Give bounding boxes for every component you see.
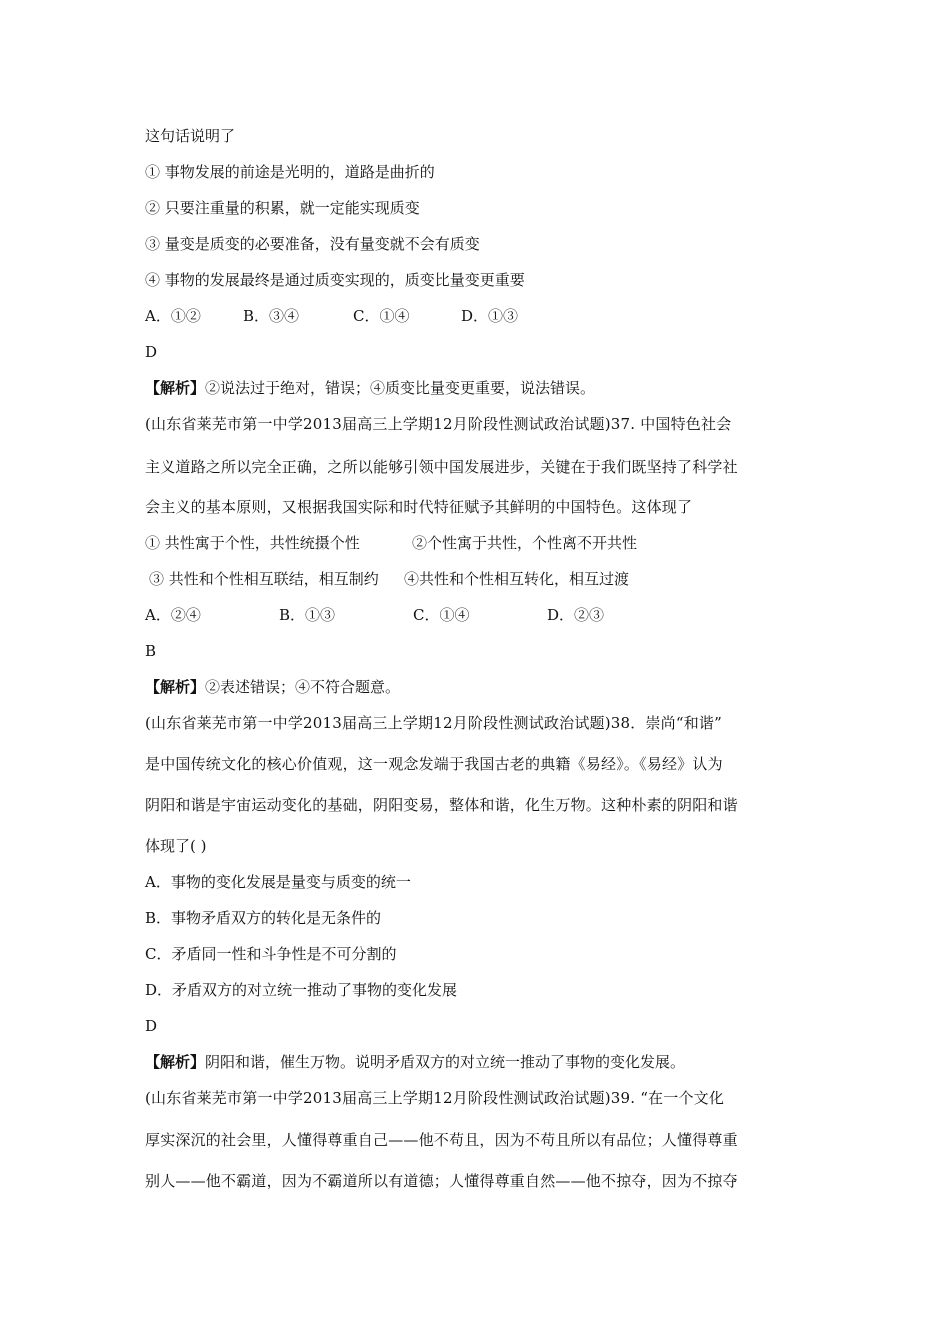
q37-line-3: 会主义的基本原则，又根据我国实际和时代特征赋予其鲜明的中国特色。这体现了: [145, 498, 693, 516]
q38-option-b: B．事物矛盾双方的转化是无条件的: [145, 909, 382, 927]
q36-answer: D: [145, 343, 158, 361]
q36-item-2: ② 只要注重量的积累，就一定能实现质变: [145, 199, 420, 217]
q37-analysis: [145, 677, 400, 697]
q38-line-1: (山东省莱芜市第一中学2013届高三上学期12月阶段性测试政治试题)38．崇尚“和谐”: [145, 714, 722, 732]
analysis-text: ②说法过于绝对，错误；④质变比量变更重要，说法错误。: [205, 379, 596, 397]
q37-item-2: ②个性寓于共性，个性离不开共性: [412, 534, 638, 552]
q37-item-4: ④共性和个性相互转化，相互过渡: [404, 570, 630, 588]
q37-items-row-2: [149, 569, 629, 589]
q36-stem: 这句话说明了: [145, 127, 236, 145]
q36-option-d: D．①③: [461, 307, 519, 325]
q37-option-d: D．②③: [547, 606, 605, 624]
q39-line-3: 别人——他不霸道，因为不霸道所以有道德；人懂得尊重自然——他不掠夺，因为不掠夺: [145, 1172, 738, 1190]
q37-option-c: C．①④: [413, 606, 470, 624]
q36-option-c: C．①④: [353, 307, 410, 325]
q37-item-1: ① 共性寓于个性，共性统摄个性: [145, 534, 360, 552]
q38-analysis: [145, 1052, 685, 1072]
q38-line-3: 阴阳和谐是宇宙运动变化的基础，阴阳变易，整体和谐，化生万物。这种朴素的阴阳和谐: [145, 796, 738, 814]
q37-line-2: 主义道路之所以完全正确，之所以能够引领中国发展进步，关键在于我们既坚持了科学社: [145, 458, 738, 476]
q37-option-a: A．②④: [145, 606, 201, 624]
q38-line-2: 是中国传统文化的核心价值观，这一观念发端于我国古老的典籍《易经》。《易经》认为: [145, 755, 723, 773]
analysis-tag: 【解析】: [145, 678, 206, 696]
q39-line-1: (山东省莱芜市第一中学2013届高三上学期12月阶段性测试政治试题)39. “在一个文化: [145, 1089, 725, 1107]
analysis-tag: 【解析】: [145, 379, 206, 397]
q37-answer: B: [145, 642, 157, 660]
q36-analysis: [145, 378, 595, 398]
analysis-text: ②表述错误；④不符合题意。: [205, 678, 401, 696]
q38-option-c: C．矛盾同一性和斗争性是不可分割的: [145, 945, 397, 963]
q37-line-1: (山东省莱芜市第一中学2013届高三上学期12月阶段性测试政治试题)37. 中国特色社会: [145, 415, 732, 433]
q37-items-row-1: [145, 533, 637, 553]
q36-options: [145, 306, 518, 326]
q36-option-b: B．③④: [243, 307, 300, 325]
q39-line-2: 厚实深沉的社会里，人懂得尊重自己——他不苟且，因为不苟且所以有品位；人懂得尊重: [145, 1131, 738, 1149]
q38-answer: D: [145, 1017, 158, 1035]
q36-item-4: ④ 事物的发展最终是通过质变实现的，质变比量变更重要: [145, 271, 525, 289]
q36-item-1: ① 事物发展的前途是光明的，道路是曲折的: [145, 163, 435, 181]
q37-item-3: ③ 共性和个性相互联结，相互制约: [149, 570, 379, 588]
q37-options: [145, 605, 604, 625]
q36-option-a: A．①②: [145, 307, 201, 325]
analysis-tag: 【解析】: [145, 1053, 206, 1071]
q38-option-d: D．矛盾双方的对立统一推动了事物的变化发展: [145, 981, 458, 999]
analysis-text: 阴阳和谐，催生万物。说明矛盾双方的对立统一推动了事物的变化发展。: [205, 1053, 686, 1071]
q38-option-a: A．事物的变化发展是量变与质变的统一: [145, 873, 411, 891]
q36-item-3: ③ 量变是质变的必要准备，没有量变就不会有质变: [145, 235, 480, 253]
q37-option-b: B．①③: [279, 606, 336, 624]
q38-line-4: 体现了( ): [145, 837, 207, 855]
